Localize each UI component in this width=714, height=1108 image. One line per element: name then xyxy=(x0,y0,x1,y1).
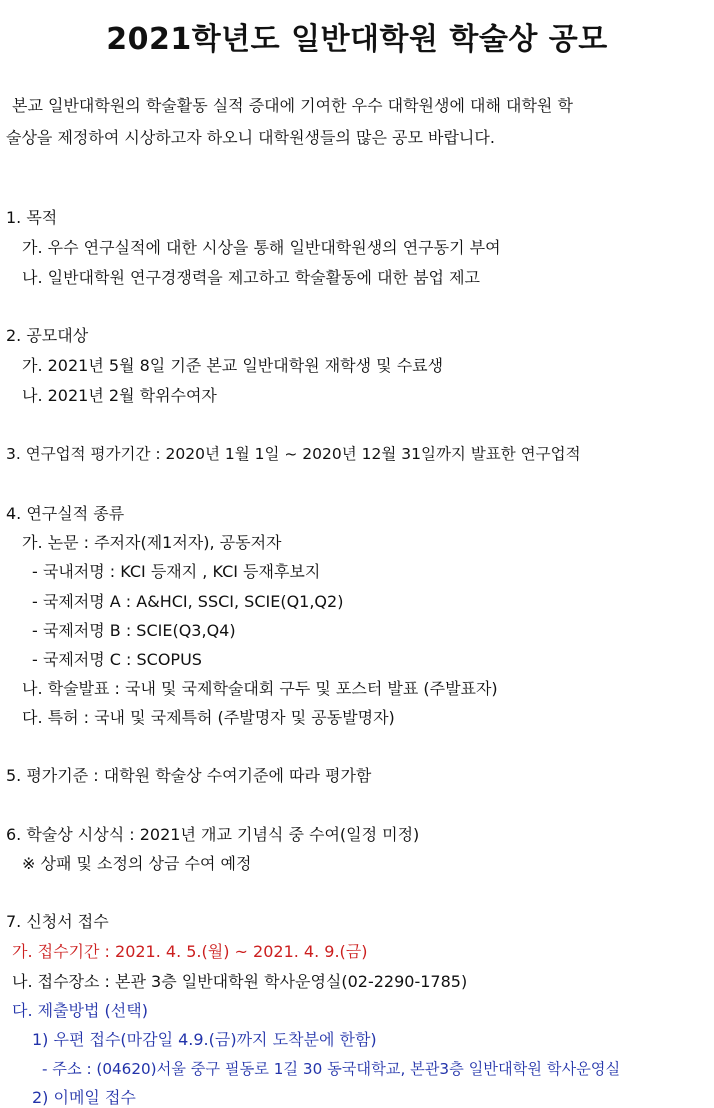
section-4-heading: 4. 연구실적 종류 xyxy=(6,504,125,523)
section-4-domestic: - 국내저명 : KCI 등재지 , KCI 등재후보지 xyxy=(32,562,321,581)
section-4-item-c: 다. 특허 : 국내 및 국제특허 (주발명자 및 공동발명자) xyxy=(22,708,395,727)
section-7-method-email: 2) 이메일 접수 xyxy=(32,1088,136,1107)
section-4-intl-b: - 국제저명 B : SCIE(Q3,Q4) xyxy=(32,621,236,640)
section-7-address: - 주소 : (04620)서울 중구 필동로 1길 30 동국대학교, 본관3층 일반대학원 학사운영실 xyxy=(42,1060,621,1078)
section-6-note: ※ 상패 및 소정의 상금 수여 예정 xyxy=(22,854,252,873)
section-1-heading: 1. 목적 xyxy=(6,208,58,227)
section-7-method: 다. 제출방법 (선택) xyxy=(12,1001,148,1020)
section-1-item-a: 가. 우수 연구실적에 대한 시상을 통해 일반대학원생의 연구동기 부여 xyxy=(22,238,501,257)
section-2-item-b: 나. 2021년 2월 학위수여자 xyxy=(22,386,217,405)
section-4-intl-a: - 국제저명 A : A&HCI, SSCI, SCIE(Q1,Q2) xyxy=(32,592,344,611)
section-7-heading: 7. 신청서 접수 xyxy=(6,912,109,931)
section-7-place: 나. 접수장소 : 본관 3층 일반대학원 학사운영실(02-2290-1785) xyxy=(12,972,468,991)
document-title: 2021학년도 일반대학원 학술상 공모 xyxy=(106,22,608,57)
section-3-heading: 3. 연구업적 평가기간 : 2020년 1월 1일 ~ 2020년 12월 31일까지 발표한 연구업적 xyxy=(6,445,581,463)
intro-line-2: 술상을 제정하여 시상하고자 하오니 대학원생들의 많은 공모 바랍니다. xyxy=(6,128,495,147)
section-4-item-b: 나. 학술발표 : 국내 및 국제학술대회 구두 및 포스터 발표 (주발표자) xyxy=(22,679,498,698)
section-2-heading: 2. 공모대상 xyxy=(6,326,89,345)
section-7-method-mail: 1) 우편 접수(마감일 4.9.(금)까지 도착분에 한함) xyxy=(32,1030,377,1049)
section-7-period: 가. 접수기간 : 2021. 4. 5.(월) ~ 2021. 4. 9.(금) xyxy=(12,942,368,961)
section-1-item-b: 나. 일반대학원 연구경쟁력을 제고하고 학술활동에 대한 붐업 제고 xyxy=(22,268,481,287)
section-5-heading: 5. 평가기준 : 대학원 학술상 수여기준에 따라 평가함 xyxy=(6,766,372,785)
section-4-item-a: 가. 논문 : 주저자(제1저자), 공동저자 xyxy=(22,533,282,552)
intro-line-1: 본교 일반대학원의 학술활동 실적 증대에 기여한 우수 대학원생에 대해 대학원 학 xyxy=(12,96,573,115)
section-6-heading: 6. 학술상 시상식 : 2021년 개교 기념식 중 수여(일정 미정) xyxy=(6,825,420,844)
section-4-intl-c: - 국제저명 C : SCOPUS xyxy=(32,650,202,669)
section-2-item-a: 가. 2021년 5월 8일 기준 본교 일반대학원 재학생 및 수료생 xyxy=(22,356,444,375)
